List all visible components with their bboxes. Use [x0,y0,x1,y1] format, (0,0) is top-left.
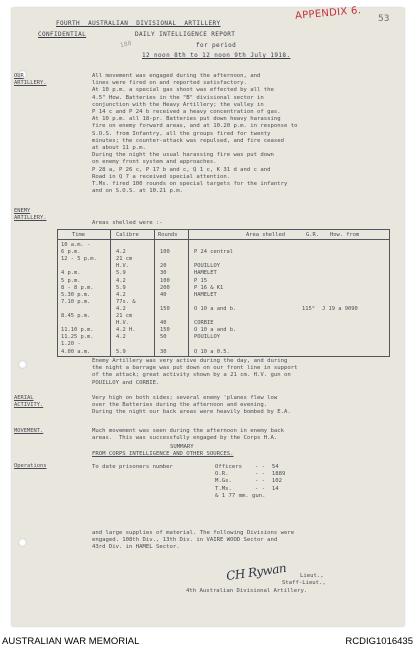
heading-our-artillery: OUR ARTILLERY. [14,73,47,86]
table-cell-area: P 15 [194,277,207,284]
table-cell-time: 7.10 p.m. [61,298,91,305]
page-number: 53 [378,14,390,24]
table-cell-calibre: 5.9 [116,270,126,277]
table-cell-calibre: 21 cm [116,313,133,319]
archive-reference: RCDIG1016435 [345,636,413,647]
punch-hole [18,360,27,369]
table-column-rule [110,230,111,356]
table-cell-area: O 10 a and b. [194,305,237,312]
table-cell-rounds: 20 [160,263,167,270]
table-cell-calibre: 5.9 [116,348,126,355]
table-column-rule [188,230,189,356]
table-cell-calibre: 5.9 [116,284,126,291]
table-cell-calibre: H.V. [116,263,129,270]
table-cell-from: J 19 a 9090 [322,305,358,312]
table-cell-area: POUILLOY [194,263,220,270]
text-line: P 28 a, P 26 c, P 17 b and c, Q 1 c, K 31 d and c and [92,166,271,173]
punch-hole [18,538,27,547]
text-line: over the Batteries during the afternoon and evening. [92,402,268,409]
text-line: Road in Q 7 a received special attention. [92,173,231,180]
prisoner-category: O.R. [215,471,229,478]
report-title: DAILY INTELLIGENCE REPORT [135,31,236,38]
table-cell-rounds: 50 [160,334,167,341]
prisoner-count: - - 1889 [255,471,286,478]
summary-heading: SUMMARY [170,444,194,450]
text-line: 4.5" How. Batteries in the "B" divisional sector in [92,94,264,101]
prisoner-count: - - 14 [255,485,279,492]
table-cell-area: POUILLOY [194,334,220,341]
col-area: Area shelled [246,232,285,238]
prisoner-count: - - 54 [255,464,279,470]
archive-credit: AUSTRALIAN WAR MEMORIAL [2,636,140,647]
table-cell-area: P 24 central [194,249,233,256]
areas-shelled-intro: Areas shelled were :- [92,220,163,226]
heading-movement: MOVEMENT. [14,428,44,434]
table-cell-rounds: 40 [160,320,167,327]
signature: CH Rywan [225,560,287,584]
text-line: engaged. 108th Div., 13th Div. in VAIRE WOOD Sector and [92,537,278,544]
text-line: and on S.O.S. at 10.21 p.m. [92,188,183,195]
heading-aerial-activity: AERIAL ACTIVITY. [14,395,44,408]
text-line: P 14 c and P 24 b received a heavy concentration of gas. [92,109,281,115]
table-cell-time: 10 a.m. - [61,242,91,248]
table-cell-time: 4 p.m. [61,270,81,277]
table-header-rule [58,239,389,240]
text-line: conjunction with the Heavy Artillery; the valley in [92,101,264,108]
col-time: Time [72,232,85,238]
table-cell-calibre: 4.2 [116,291,126,298]
report-number: 180 [119,39,133,50]
header-unit: FOURTH AUSTRALIAN DIVISIONAL ARTILLERY [56,20,221,27]
signature-line: 4th Australian Divisional Artillery. [186,588,308,594]
text-line: and large supplies of material. The following Divisions were [92,530,295,536]
text-line: During the night our back areas were heavily bombed by E.A. [92,409,291,416]
table-cell-area: O 10 a 0.5. [194,348,230,355]
table-cell-time: 4.00 a.m. [61,348,91,355]
table-cell-time: 8.45 p.m. [61,313,91,319]
table-cell-calibre: 77s. & [116,298,136,305]
heading-operations: Operations [14,463,47,469]
table-cell-rounds: 30 [160,270,167,277]
table-cell-calibre: 4.2 [116,305,126,312]
table-column-rule [154,230,155,356]
signature-line: Lieut., [300,573,324,579]
text-line: areas. This was successfully engaged by the Corps H.A. [92,435,278,442]
table-cell-rounds: 30 [160,348,167,355]
prisoner-category: T.Ms. [215,485,232,492]
text-line: Much movement was seen during the afternoon in enemy back [92,428,284,434]
text-line: All movement was engaged during the afternoon, and [92,73,261,79]
table-cell-rounds: 100 [160,249,170,256]
period-label: for period [196,42,237,49]
table-cell-rounds: 150 [160,305,170,312]
prisoner-category: Officers [215,464,242,470]
table-cell-calibre: H.V. [116,320,129,327]
text-line: During the night the usual harassing fire was put down [92,152,274,159]
text-line: at about 11 p.m. [92,145,146,151]
col-calibre: Calibre [116,232,139,238]
table-cell-time: 1.20 - [61,341,81,348]
text-line: At 10 p.m. a special gas shoot was effected by all the [92,87,274,94]
text-line: on enemy front system and approaches. [92,159,217,166]
heading-enemy-artillery: ENEMY ARTILLERY. [14,208,47,221]
table-cell-rounds: 150 [160,327,170,334]
table-cell-time: 5 p.m. [61,277,81,284]
table-cell-area: CORBIE [194,320,214,327]
table-cell-area: HAMELET [194,270,217,277]
signature-line: Staff-Lieut., [282,580,326,586]
text-line: 43rd Div. in HAMEL Sector. [92,544,180,551]
prisoner-count: & 1 77 mm. gun. [215,492,266,499]
table-cell-gr: 115° [302,305,315,312]
table-cell-rounds: 100 [160,277,170,284]
col-rounds: Rounds [158,232,178,238]
table-cell-calibre: 4.2 [116,334,126,341]
table-cell-area: HAMELET [194,291,217,298]
col-how-from: How. from [330,232,360,238]
table-cell-time: 11.25 p.m. [61,334,94,341]
table-cell-calibre: 4.2 H. [116,327,136,334]
table-cell-time: 5.30 p.m. [61,291,91,298]
shelling-table [57,229,390,357]
text-line: the night a barrage was put down on our front line in support [92,365,298,372]
text-line: fire on enemy forward areas, and at 10.20 p.m. in response to [92,123,298,130]
confidential-label: CONFIDENTIAL [38,31,87,38]
table-cell-time: 12 - 5 p.m. [61,256,97,263]
col-gr: G.R. [306,232,319,238]
text-line: S.O.S. from Infantry, all the groups fired for twenty [92,130,271,137]
text-line: lines were fired on and reported satisfactory. [92,80,247,87]
appendix-annotation: APPENDIX 6. [294,5,362,22]
period-dates: 12 noon 8th to 12 noon 9th July 1918. [142,52,291,59]
text-line: At 10 p.m. all 18-pr. Batteries put down heavy harassing [92,116,281,123]
text-line: of the attack; great activity shown by a 21 cm. H.V. gun on [92,372,291,379]
prisoner-category: M.Gs. [215,478,232,485]
table-cell-rounds: 40 [160,291,167,298]
table-cell-area: O 10 a and b. [194,327,237,334]
text-line: T.Ms. fired 100 rounds on special targets for the infantry [92,181,288,187]
table-cell-calibre: 21 cm [116,256,133,263]
prisoner-count: - - 102 [255,478,282,485]
table-cell-time: 8 - 8 p.m. [61,284,94,291]
text-line: Very high on both sides; several enemy 'planes flew low [92,395,278,401]
table-cell-calibre: 4.2 [116,277,126,284]
table-cell-time: 6 p.m. [61,249,81,256]
table-cell-rounds: 200 [160,284,170,291]
table-cell-calibre: 4.2 [116,249,126,256]
summary-subheading: FROM CORPS INTELLIGENCE AND OTHER SOURCES. [92,451,234,457]
text-line: POUILLOY and CORBIE. [92,379,160,386]
prisoners-intro: To date prisoners number [92,464,173,470]
table-cell-area: P 16 & K1 [194,284,224,291]
table-cell-time: 11.10 p.m. [61,327,94,334]
text-line: Enemy Artillery was very active during the day, and during [92,358,288,364]
text-line: minutes; the counter-attack was repulsed, and fire ceased [92,137,284,144]
